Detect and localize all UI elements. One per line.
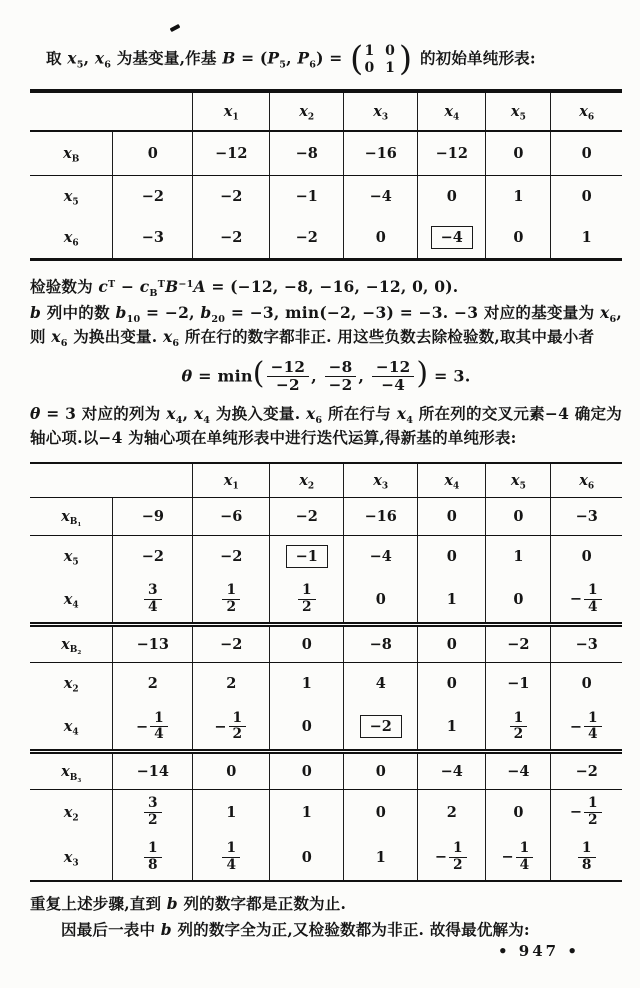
simplex-table-iterations xyxy=(30,462,622,881)
table-cell: 1 xyxy=(486,535,551,577)
row-label: $x_2$ xyxy=(63,804,79,824)
column-header: $x_6$ xyxy=(551,463,622,497)
table-cell: −2 xyxy=(193,217,270,259)
table-row xyxy=(30,217,622,259)
table-cell: 0 xyxy=(270,625,344,663)
matrix-paren-left xyxy=(350,42,363,77)
column-header: $x_2$ xyxy=(270,463,344,497)
table-row xyxy=(30,752,622,790)
header-blank-cell xyxy=(30,463,193,497)
table-cell: 4 xyxy=(344,663,418,705)
table-cell: 0 xyxy=(418,535,486,577)
table-row xyxy=(30,790,622,835)
table-cell: −12 xyxy=(193,131,270,175)
table-cell: −13 xyxy=(113,625,193,663)
table-row xyxy=(30,175,622,217)
table-cell: 0 xyxy=(486,217,551,259)
column-header: $x_2$ xyxy=(270,91,344,131)
table-cell: 0 xyxy=(418,497,486,535)
table-cell: $\frac{1}{2}$ xyxy=(193,577,270,624)
table-cell: − $\frac{1}{4}$ xyxy=(551,705,622,752)
table-cell: −2 xyxy=(551,752,622,790)
table-cell: −3 xyxy=(113,217,193,259)
table-cell: −3 xyxy=(551,625,622,663)
table-cell: 0 xyxy=(270,705,344,752)
row-label: $x_4$ xyxy=(63,718,79,739)
table-cell: 0 xyxy=(486,131,551,175)
table-row xyxy=(30,497,622,535)
row-label: $x_3$ xyxy=(63,848,79,869)
table-cell: 0 xyxy=(344,752,418,790)
table-cell: 0 xyxy=(551,663,622,705)
simplex-table xyxy=(30,89,622,261)
table-cell: −2 xyxy=(193,625,270,663)
table-cell: 0 xyxy=(486,497,551,535)
table-cell: −2 xyxy=(193,535,270,577)
table-cell: $\frac{1}{2}$ xyxy=(270,577,344,624)
table-row xyxy=(30,705,622,752)
table-row xyxy=(30,535,622,577)
table-cell: 1 xyxy=(551,217,622,259)
table-cell: 1 xyxy=(193,790,270,835)
table-cell: −12 xyxy=(418,131,486,175)
table-cell: −4 xyxy=(418,217,486,259)
table-cell: 0 xyxy=(418,663,486,705)
table-cell: 1 xyxy=(270,790,344,835)
column-header: $x_3$ xyxy=(344,91,418,131)
table-cell: $\frac{1}{2}$ xyxy=(486,705,551,752)
table-cell: − $\frac{1}{2}$ xyxy=(418,835,486,881)
table-cell: −2 xyxy=(113,535,193,577)
table-cell: −8 xyxy=(344,625,418,663)
page-number: • 947 • xyxy=(498,942,580,960)
table-cell: 0 xyxy=(113,131,193,175)
table-cell: −14 xyxy=(113,752,193,790)
table-cell: 0 xyxy=(551,131,622,175)
table-cell: −16 xyxy=(344,497,418,535)
table-cell: −6 xyxy=(193,497,270,535)
row-label: $x_{B_2}$ xyxy=(30,625,113,663)
matrix: ( 1 0 0 1 ) xyxy=(350,42,412,77)
b-column-paragraph: b 列中的数 $b_{10} = -2$, $b_{20} = -3$, min(−2, −3) = −3. −3 对应的基变量为 $x_6$, 则 $x_6$ 为换出变量. $x_6$ 所在行的数字都非正. 用这些负数去除检验数,取其中最小者 xyxy=(30,302,622,349)
row-label: $x_4$ xyxy=(63,591,79,611)
table-cell: 0 xyxy=(270,752,344,790)
table-cell: −8 xyxy=(270,131,344,175)
column-header: $x_4$ xyxy=(418,463,486,497)
pivot-paragraph: θ = 3 对应的列为 $x_4$, $x_4$ 为换入变量. $x_6$ 所在行与 $x_4$ 所在列的交叉元素−4 确定为轴心项.以−4 为轴心项在单纯形表中进行迭代运算,得新基的单纯形表: xyxy=(30,404,622,448)
table-cell: 2 xyxy=(418,790,486,835)
table-cell: −1 xyxy=(270,535,344,577)
table-cell: 0 xyxy=(486,577,551,624)
column-header: $x_1$ xyxy=(193,463,270,497)
table-cell: 0 xyxy=(486,790,551,835)
row-label: $x_2$ xyxy=(63,675,79,695)
simplex-table xyxy=(30,462,622,881)
table-cell: $\frac{3}{4}$ xyxy=(113,577,193,624)
table-cell: 1 xyxy=(344,835,418,881)
theta-formula: θ = min ( $\frac{-12}{-2}$ , $\frac{-8}{-2}$ , $\frac{-12}{-4}$ ) = 3. xyxy=(30,359,622,395)
table-cell: 0 xyxy=(418,175,486,217)
table-cell: − $\frac{1}{2}$ xyxy=(551,790,622,835)
table-cell: 2 xyxy=(113,663,193,705)
column-header: $x_5$ xyxy=(486,91,551,131)
table-cell: 1 xyxy=(486,175,551,217)
table-cell: − $\frac{1}{4}$ xyxy=(551,577,622,624)
closing-paragraph-1: 重复上述步骤,直到 b 列的数字都是正数为止. xyxy=(30,893,347,913)
table-cell: −2 xyxy=(193,175,270,217)
row-label: $x_6$ xyxy=(63,228,79,249)
table-cell: 0 xyxy=(418,625,486,663)
table-cell: −1 xyxy=(270,175,344,217)
table-cell: −1 xyxy=(486,663,551,705)
table-row xyxy=(30,835,622,881)
column-header: $x_3$ xyxy=(344,463,418,497)
table-cell: −2 xyxy=(113,175,193,217)
table-cell: −2 xyxy=(344,705,418,752)
table-cell: − $\frac{1}{4}$ xyxy=(486,835,551,881)
table-cell: 0 xyxy=(193,752,270,790)
column-header: $x_5$ xyxy=(486,463,551,497)
table-row xyxy=(30,577,622,624)
table-cell: $\frac{1}{4}$ xyxy=(193,835,270,881)
row-label: $x_B$ xyxy=(30,131,113,175)
table-cell: 0 xyxy=(344,577,418,624)
table-cell: − $\frac{1}{4}$ xyxy=(113,705,193,752)
table-cell: −16 xyxy=(344,131,418,175)
column-header: $x_1$ xyxy=(193,91,270,131)
row-label: $x_5$ xyxy=(63,548,79,568)
table-cell: 1 xyxy=(418,577,486,624)
table-cell: −2 xyxy=(486,625,551,663)
closing-paragraph-2: 因最后一表中 b 列的数字全为正,又检验数都为非正. 故得最优解为: xyxy=(61,919,530,939)
matrix-paren-right xyxy=(399,42,412,77)
row-label: $x_5$ xyxy=(63,187,79,208)
table-cell: −3 xyxy=(551,497,622,535)
table-cell: −2 xyxy=(270,217,344,259)
table-cell: − $\frac{1}{2}$ xyxy=(193,705,270,752)
table-cell: −4 xyxy=(344,175,418,217)
page-content xyxy=(30,0,622,942)
table-cell: 0 xyxy=(270,835,344,881)
table-cell: 0 xyxy=(551,535,622,577)
table-cell: −4 xyxy=(418,752,486,790)
table-cell: −9 xyxy=(113,497,193,535)
table-cell: $\frac{1}{8}$ xyxy=(551,835,622,881)
table-cell: $\frac{1}{8}$ xyxy=(113,835,193,881)
table-cell: −4 xyxy=(486,752,551,790)
column-header: $x_4$ xyxy=(418,91,486,131)
table-cell: −2 xyxy=(270,497,344,535)
table-row xyxy=(30,625,622,663)
table-row xyxy=(30,131,622,175)
table-cell: 2 xyxy=(193,663,270,705)
table-cell: 1 xyxy=(418,705,486,752)
table-row xyxy=(30,663,622,705)
column-header: $x_6$ xyxy=(551,91,622,131)
intro-paragraph: 取 $x_5$, $x_6$ 为基变量,作基 $B = (P_5$, $P_6$) = ( 1 0 0 1 ) 的初始单纯形表: xyxy=(30,42,622,77)
table-cell: 0 xyxy=(551,175,622,217)
table-cell: 1 xyxy=(270,663,344,705)
table-cell: −4 xyxy=(344,535,418,577)
simplex-table-initial xyxy=(30,89,622,261)
table-cell: $\frac{3}{2}$ xyxy=(113,790,193,835)
table-cell: 0 xyxy=(344,790,418,835)
check-numbers-paragraph: 检验数为 $c^T - c_B^TB^{-1}A = (-12$, −8, −16, −12, 0, 0). xyxy=(30,276,459,299)
header-blank-cell xyxy=(30,91,193,131)
row-label: $x_{B_1}$ xyxy=(30,497,113,535)
row-label: $x_{B_3}$ xyxy=(30,752,113,790)
table-cell: 0 xyxy=(344,217,418,259)
